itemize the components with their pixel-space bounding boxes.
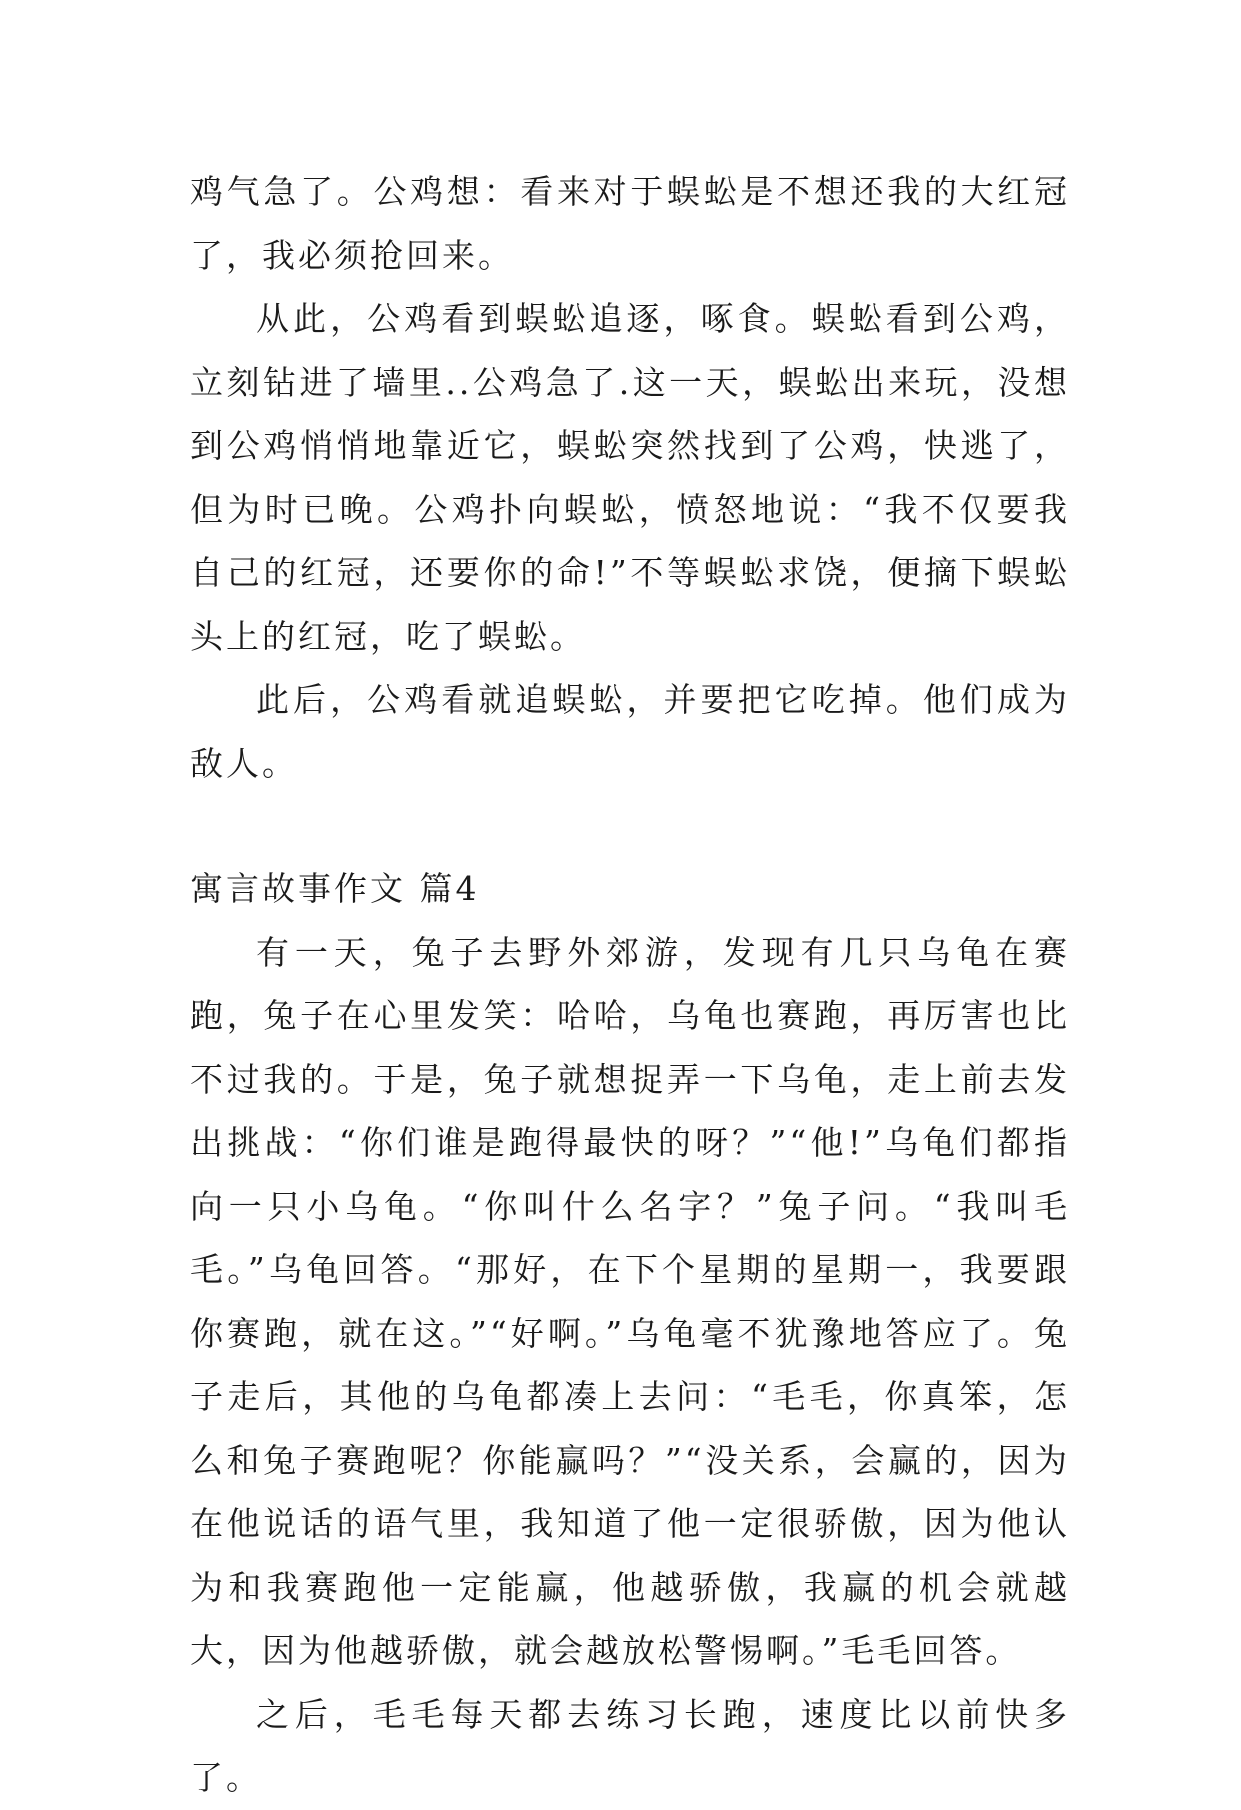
paragraph-rooster-chases-centipede: 从此，公鸡看到蜈蚣追逐，啄食。蜈蚣看到公鸡，立刻钻进了墙里..公鸡急了.这一天，蜈蚣出来玩，没想到公鸡悄悄地靠近它，蜈蚣突然找到了公鸡，快逃了，但为时已晚。公鸡扑向蜈蚣，愤怒地说：“我不仅要我自己的红冠，还要你的命!”不等蜈蚣求饶，便摘下蜈蚣头上的红冠，吃了蜈蚣。 xyxy=(190,299,1070,656)
paragraph-become-enemies: 此后，公鸡看就追蜈蚣，并要把它吃掉。他们成为敌人。 xyxy=(190,680,1070,783)
section-heading: 寓言故事作文 篇4 xyxy=(190,869,480,908)
paragraph-rabbit-tortoise-race: 有一天，兔子去野外郊游，发现有几只乌龟在赛跑，兔子在心里发笑：哈哈，乌龟也赛跑，再厉害也比不过我的。于是，兔子就想捉弄一下乌龟，走上前去发出挑战：“你们谁是跑得最快的呀？”“他!”乌龟们都指向一只小乌龟。“你叫什么名字？”兔子问。“我叫毛毛。”乌龟回答。“那好，在下个星期的星期一，我要跟你赛跑，就在这。”“好啊。”乌龟毫不犹豫地答应了。兔子走后，其他的乌龟都凑上去问：“毛毛，你真笨，怎么和兔子赛跑呢？你能赢吗？”“没关系，会赢的，因为在他说话的语气里，我知道了他一定很骄傲，因为他认为和我赛跑他一定能赢，他越骄傲，我赢的机会就越大，因为他越骄傲，就会越放松警惕啊。”毛毛回答。 xyxy=(190,932,1070,1670)
paragraph-rooster-angry: 鸡气急了。公鸡想：看来对于蜈蚣是不想还我的大红冠了，我必须抢回来。 xyxy=(190,172,1070,275)
paragraph-maomao-practice: 之后，毛毛每天都去练习长跑，速度比以前快多了。 xyxy=(190,1694,1070,1797)
document-body xyxy=(190,160,1070,1810)
